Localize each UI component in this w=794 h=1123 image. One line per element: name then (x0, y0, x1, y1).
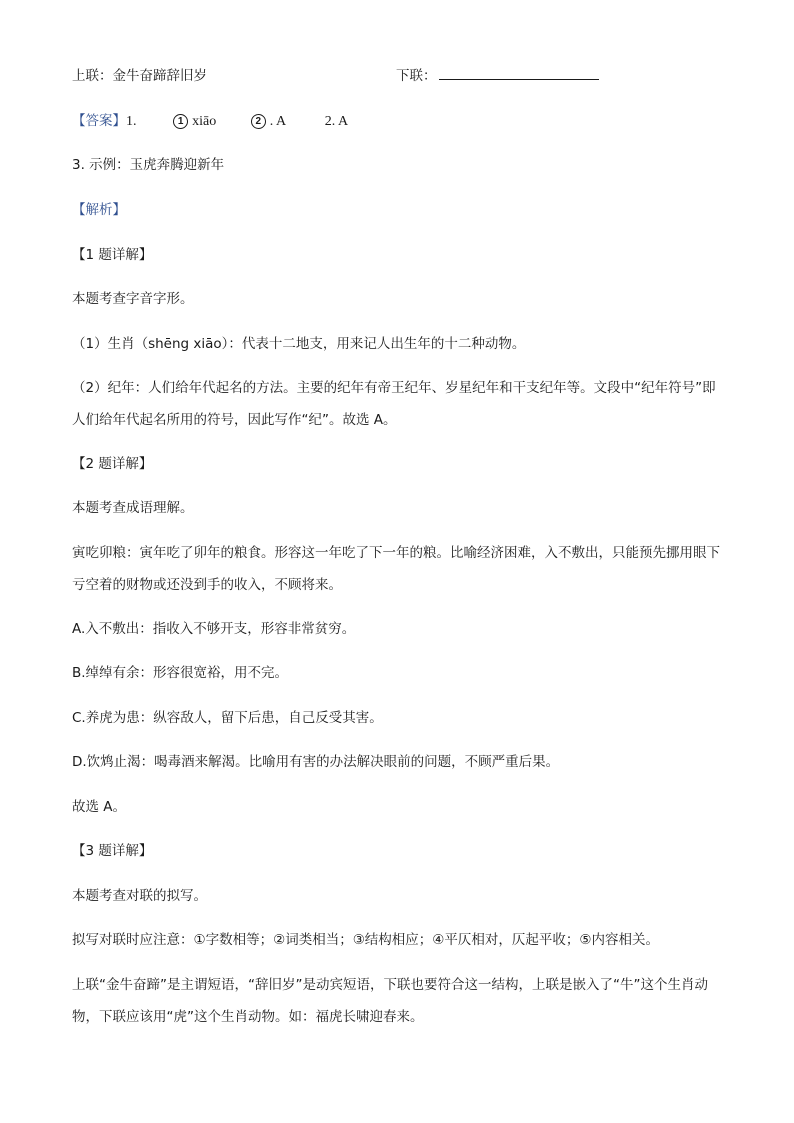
answer-q3: 3. 示例：玉虎奔腾迎新年 (72, 157, 225, 173)
circled-number-1: 1 (173, 114, 188, 129)
answer-q1-number: 1. (126, 114, 137, 129)
q1-heading: 【1 题详解】 (72, 247, 153, 263)
couplet-answer-blank (439, 65, 599, 80)
couplet-first-text: 金牛奋蹄辞旧岁 (112, 68, 207, 84)
answer-q1-item1: xiāo (192, 114, 217, 129)
circled-number-2: 2 (251, 114, 266, 129)
couplet-second-label: 下联： (396, 68, 437, 84)
q1-paragraph-2: （2）纪年：人们给年代起名的方法。主要的纪年有帝王纪年、岁星纪年和干支纪年等。文段中“纪年符号”即人们给年代起名所用的符号，因此写作“纪”。故选 A。 (72, 380, 716, 428)
q2-intro: 本题考查成语理解。 (72, 500, 194, 516)
q1-intro: 本题考查字音字形。 (72, 291, 194, 307)
q2-option-b: B.绰绰有余：形容很宽裕，用不完。 (72, 665, 289, 681)
analysis-heading: 【解析】 (72, 202, 126, 218)
q3-intro: 本题考查对联的拟写。 (72, 888, 207, 904)
q1-paragraph-1: （1）生肖（shēng xiāo）：代表十二地支，用来记人出生年的十二种动物。 (72, 336, 526, 352)
answer-q2: 2. A (324, 114, 349, 129)
couplet-second (396, 60, 599, 92)
answer-label: 【答案】 (72, 113, 126, 129)
q2-option-a: A.入不敷出：指收入不够开支，形容非常贫穷。 (72, 621, 356, 637)
q3-heading: 【3 题详解】 (72, 843, 153, 859)
couplet-line (72, 60, 722, 92)
q3-paragraph-2: 上联“金牛奋蹄”是主谓短语，“辞旧岁”是动宾短语，下联也要符合这一结构，上联是嵌入了“牛”这个生肖动物，下联应该用“虎”这个生肖动物。如：福虎长啸迎春来。 (72, 977, 708, 1025)
answer-q1-item2: . A (269, 114, 287, 129)
couplet-first-label: 上联： (72, 68, 113, 84)
answer-line (72, 105, 722, 138)
q3-paragraph-1: 拟写对联时应注意：①字数相等；②词类相当；③结构相应；④平仄相对，仄起平收；⑤内容相关。 (72, 932, 660, 948)
q2-paragraph-1: 寅吃卯粮：寅年吃了卯年的粮食。形容这一年吃了下一年的粮。比喻经济困难，入不敷出，只能预先挪用眼下亏空着的财物或还没到手的收入，不顾将来。 (72, 545, 720, 593)
q2-option-d: D.饮鸩止渴：喝毒酒来解渴。比喻用有害的办法解决眼前的问题，不顾严重后果。 (72, 754, 560, 770)
q2-conclusion: 故选 A。 (72, 799, 127, 815)
q2-heading: 【2 题详解】 (72, 456, 153, 472)
q2-option-c: C.养虎为患：纵容敌人，留下后患，自己反受其害。 (72, 710, 383, 726)
